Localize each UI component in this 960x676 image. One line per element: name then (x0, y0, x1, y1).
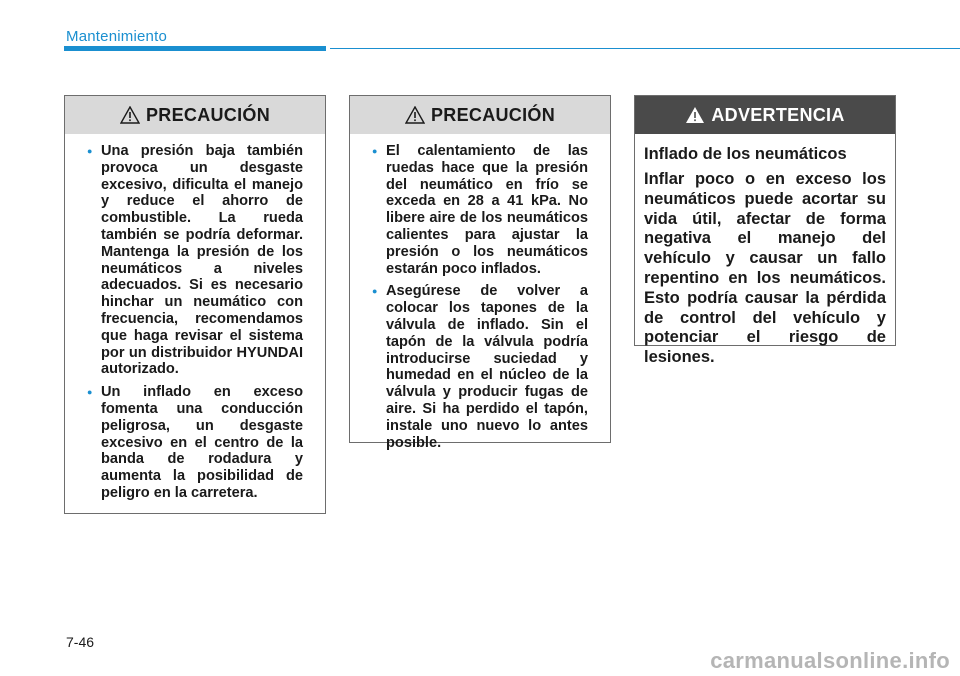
caution-list (372, 143, 588, 451)
warning-header (635, 96, 895, 134)
caution-title: PRECAUCIÓN (430, 104, 555, 125)
list-item: ● Una presión baja también provoca un desgaste excesivo, dificulta el manejo y reduce el ahorro de combustible. La rueda también se podría deformar. Mantenga la presión de los neumáticos a niveles adecuados. Si es necesario hinchar un neumático con frecuencia, recomendamos que haga revisar el sistema por un distribuidor HYUNDAI autorizado. (87, 143, 303, 378)
header-rule-thick (64, 46, 326, 51)
list-item: ● El calentamiento de las ruedas hace que la presión del neumático en frío se exceda en 28 a 41 kPa. No libere aire de los neumáticos calientes para ajustar la presión o los neumáticos estarán poco inflados. (372, 143, 588, 277)
list-item: ● Un inflado en exceso fomenta una conducción peligrosa, un desgaste excesivo en el centro de la banda de rodadura y aumenta la posibilidad de peligro en la carretera. (87, 384, 303, 502)
caution-list (87, 143, 303, 502)
caution-header (65, 96, 325, 134)
warning-box-inflation (634, 95, 896, 367)
caution-box-pressure (64, 95, 326, 514)
warning-text: Inflar poco o en exceso los neumáticos puede acortar su vida útil, afectar de forma negativa el manejo del vehículo y causar un fallo repentino en los neumáticos. Esto podría causar la pérdida de control del vehículo y potenciar el riesgo de lesiones. (644, 170, 886, 367)
watermark: carmanualsonline.info (710, 648, 950, 673)
warning-triangle-icon (685, 106, 705, 124)
section-title: Mantenimiento (66, 28, 167, 45)
warning-subtitle: Inflado de los neumáticos (644, 145, 847, 163)
warning-triangle-icon (120, 106, 140, 124)
warning-title: ADVERTENCIA (711, 104, 845, 125)
header-rule-thin (330, 48, 960, 49)
caution-box-heat (349, 95, 611, 451)
caution-title: PRECAUCIÓN (145, 104, 270, 125)
list-item: ● Asegúrese de volver a colocar los tapones de la válvula de inflado. Sin el tapón de la válvula podría introducirse suciedad y humedad en el núcleo de la válvula y producir fugas de aire. Si ha perdido el tapón, instale uno nuevo lo antes posible. (372, 283, 588, 451)
warning-triangle-icon (405, 106, 425, 124)
page-number: 7-46 (66, 634, 95, 650)
caution-header (350, 96, 610, 134)
